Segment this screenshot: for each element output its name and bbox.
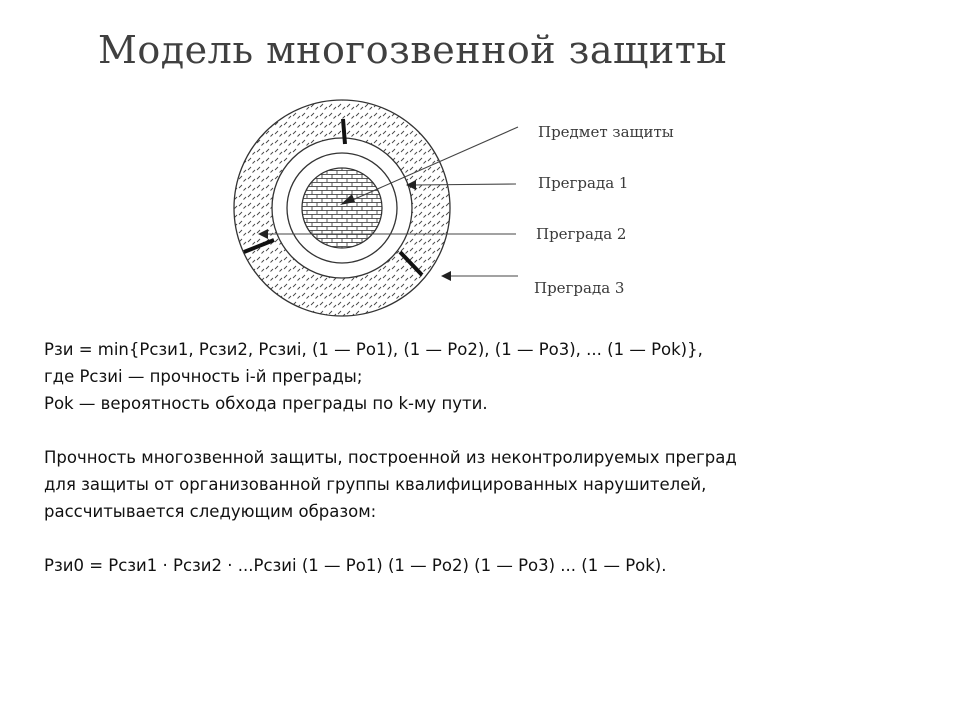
formula-product: Рзи0 = Рсзи1 · Рсзи2 · ...Рсзиi (1 — Ро1) (1 — Ро2) (1 — Ро3) ... (1 — Роk). bbox=[44, 556, 667, 575]
slide-body bbox=[44, 336, 924, 579]
multilayer-protection-diagram bbox=[220, 110, 674, 320]
paragraph-line-3: рассчитывается следующим образом: bbox=[44, 502, 377, 521]
label-barrier-3: Преграда 3 bbox=[534, 279, 625, 297]
definition-bypass: Роk — вероятность обхода преграды по k-му пути. bbox=[44, 394, 488, 413]
arrowhead-barrier-3 bbox=[441, 271, 451, 281]
label-barrier-2: Преграда 2 bbox=[536, 225, 627, 243]
definition-strength: где Рсзиi — прочность i-й преграды; bbox=[44, 367, 363, 386]
label-subject: Предмет защиты bbox=[538, 123, 674, 141]
paragraph-line-2: для защиты от организованной группы квалифицированных нарушителей, bbox=[44, 475, 707, 494]
breach-mark-top bbox=[343, 119, 345, 144]
label-barrier-1: Преграда 1 bbox=[538, 174, 629, 192]
formula-min: Рзи = min{Рсзи1, Рсзи2, Рсзиi, (1 — Ро1), (1 — Ро2), (1 — Ро3), ... (1 — Роk)}, bbox=[44, 340, 703, 359]
slide-title: Модель многозвенной защиты bbox=[98, 28, 727, 72]
paragraph-line-1: Прочность многозвенной защиты, построенной из неконтролируемых преград bbox=[44, 448, 737, 467]
